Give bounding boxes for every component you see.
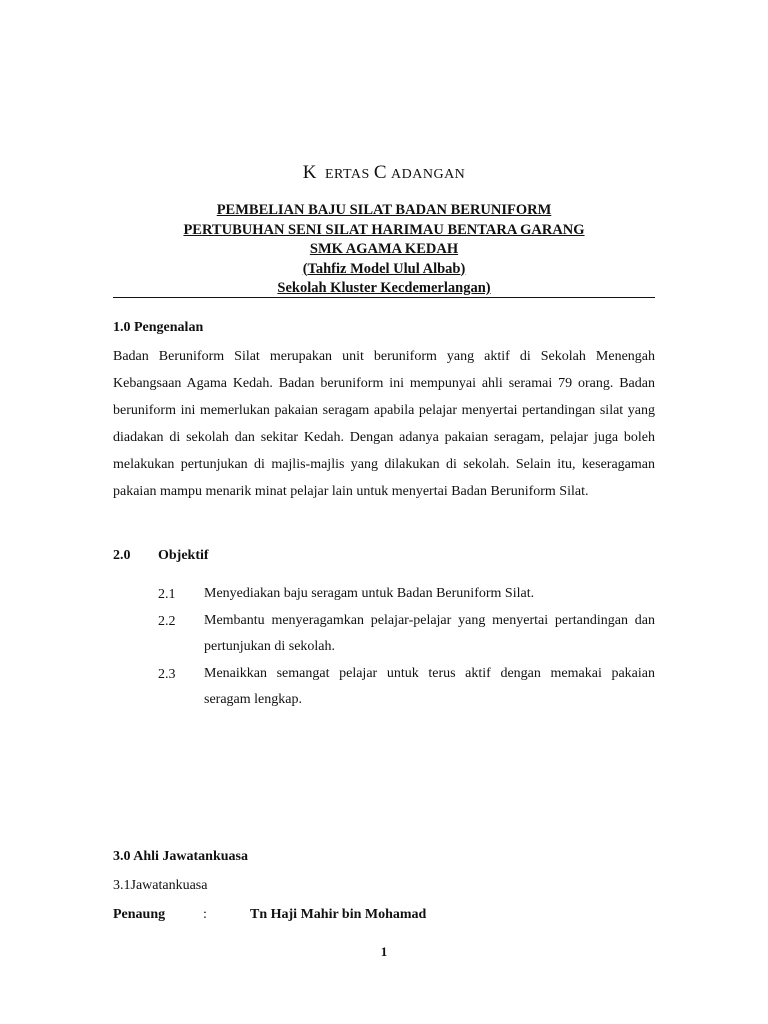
objective-3-text: Menaikkan semangat pelajar untuk terus aktif dengan memakai pakaian seragam lengkap. bbox=[204, 666, 655, 707]
title-rest-adangan: ADANGAN bbox=[391, 167, 466, 182]
committee-role: Penaung bbox=[113, 907, 166, 922]
section-1-body: Badan Beruniform Silat merupakan unit beruniform yang aktif di Sekolah Menengah Kebangsaan Agama Kedah. Badan beruniform ini mempunyai ahli seramai 79 orang. Badan beruniform ini memerlukan pakaian seragam apabila pelajar menyertai pertandingan silat yang diadakan di sekolah dan sekitar Kedah. Dengan adanya pakaian seragam, pelajar juga boleh melakukan pertunjukan di majlis-majlis yang dilakukan di sekolah. Selain itu, keseragaman pakaian mampu menarik minat pelajar lain untuk menyertai Badan Beruniform Silat. bbox=[113, 349, 655, 499]
document-heading bbox=[113, 201, 655, 299]
committee-name: Tn Haji Mahir bin Mohamad bbox=[250, 907, 427, 922]
committee-colon: : bbox=[203, 907, 207, 922]
section-3-subtitle: 3.1Jawatankuasa bbox=[113, 878, 208, 893]
section-3-title: 3.0 Ahli Jawatankuasa bbox=[113, 849, 248, 864]
document-title bbox=[0, 162, 768, 184]
heading-line-1: PEMBELIAN BAJU SILAT BADAN BERUNIFORM bbox=[216, 202, 552, 218]
section-1-title: 1.0 Pengenalan bbox=[113, 320, 204, 335]
heading-line-3: SMK AGAMA KEDAH bbox=[309, 241, 459, 257]
objective-3-number: 2.3 bbox=[158, 667, 176, 682]
title-rest-ertas: ERTAS bbox=[324, 167, 370, 182]
objective-1-text: Menyediakan baju seragam untuk Badan Beruniform Silat. bbox=[204, 586, 535, 601]
heading-line-2: PERTUBUHAN SENI SILAT HARIMAU BENTARA GARANG bbox=[183, 221, 585, 238]
section-2-number: 2.0 bbox=[113, 548, 131, 563]
page-number: 1 bbox=[380, 944, 388, 959]
objective-1-number: 2.1 bbox=[158, 587, 176, 602]
heading-line-4: (Tahfiz Model Ulul Albab) bbox=[302, 260, 466, 277]
objective-2-number: 2.2 bbox=[158, 614, 176, 629]
title-initial-k: K bbox=[302, 162, 317, 183]
heading-line-5: Sekolah Kluster Kecdemerlangan) bbox=[277, 280, 491, 296]
objective-2-text: Membantu menyeragamkan pelajar-pelajar yang menyertai pertandingan dan pertunjukan di sekolah. bbox=[204, 613, 655, 654]
section-2-title: Objektif bbox=[158, 548, 209, 563]
title-initial-c: C bbox=[373, 162, 388, 183]
heading-divider bbox=[113, 297, 655, 298]
